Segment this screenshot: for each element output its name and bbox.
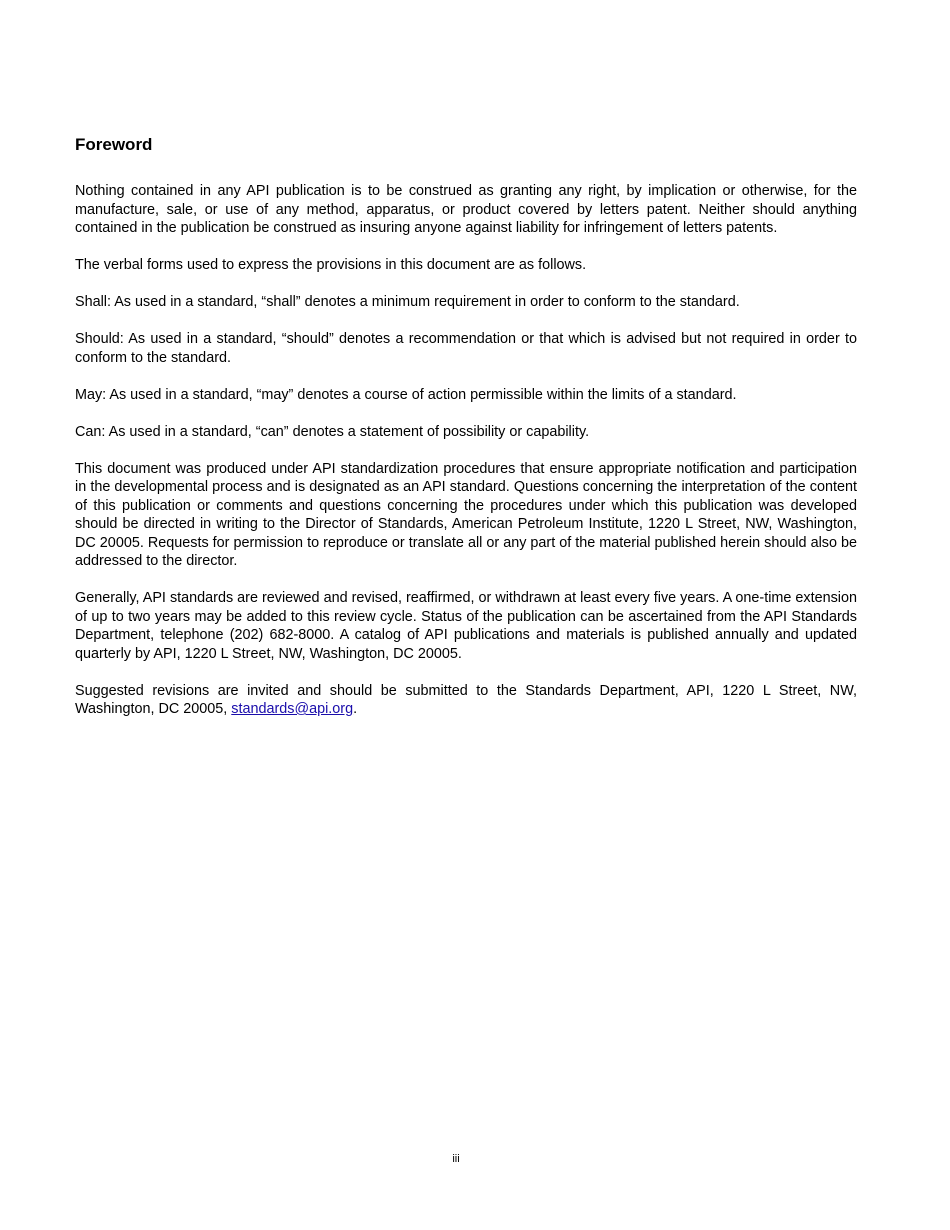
review-cycle-paragraph: Generally, API standards are reviewed and revised, reaffirmed, or withdrawn at least every five years. A one-time extension of up to two years may be added to this review cycle. Status of the publication can be ascertained from the API Standards Department, telephone (202) 682-8000. A catalog of API publications and materials is published annually and updated quarterly by API, 1220 L Street, NW, Washington, DC 20005. bbox=[75, 590, 857, 662]
verbal-forms-intro-paragraph: The verbal forms used to express the provisions in this document are as follows. bbox=[75, 257, 587, 273]
shall-definition-paragraph: Shall: As used in a standard, “shall” denotes a minimum requirement in order to conform to the standard. bbox=[75, 294, 740, 310]
standardization-procedures-paragraph: This document was produced under API standardization procedures that ensure appropriate notification and participation in the developmental process and is designated as an API standard. Questions concerning the interpretation of the content of this publication or comments and questions concerning the procedures under which this publication was developed should be directed in writing to the Director of Standards, American Petroleum Institute, 1220 L Street, NW, Washington, DC 20005. Requests for permission to reproduce or translate all or any part of the material published herein should also be addressed to the director. bbox=[75, 460, 857, 569]
foreword-body bbox=[75, 182, 857, 737]
standards-email-link[interactable]: standards@api.org bbox=[231, 701, 354, 717]
suggested-revisions-text: Suggested revisions are invited and should be submitted to the Standards Department, API, 1220 L Street, NW, Washington, DC 20005, bbox=[75, 682, 857, 717]
may-definition-paragraph: May: As used in a standard, “may” denotes a course of action permissible within the limits of a standard. bbox=[75, 386, 737, 403]
suggested-revisions-paragraph bbox=[75, 682, 857, 719]
should-definition-paragraph: Should: As used in a standard, “should” denotes a recommendation or that which is advised but not required in order to conform to the standard. bbox=[75, 331, 857, 366]
page-number: iii bbox=[452, 1153, 460, 1165]
can-definition-paragraph: Can: As used in a standard, “can” denotes a statement of possibility or capability. bbox=[75, 423, 590, 440]
page-title: Foreword bbox=[75, 135, 153, 154]
suggested-revisions-end: . bbox=[353, 701, 358, 717]
patent-disclaimer-paragraph: Nothing contained in any API publication is to be construed as granting any right, by implication or otherwise, for the manufacture, sale, or use of any method, apparatus, or product covered by letters patent. Neither should anything contained in the publication be construed as insuring anyone against liability for infringement of letters patents. bbox=[75, 183, 857, 236]
